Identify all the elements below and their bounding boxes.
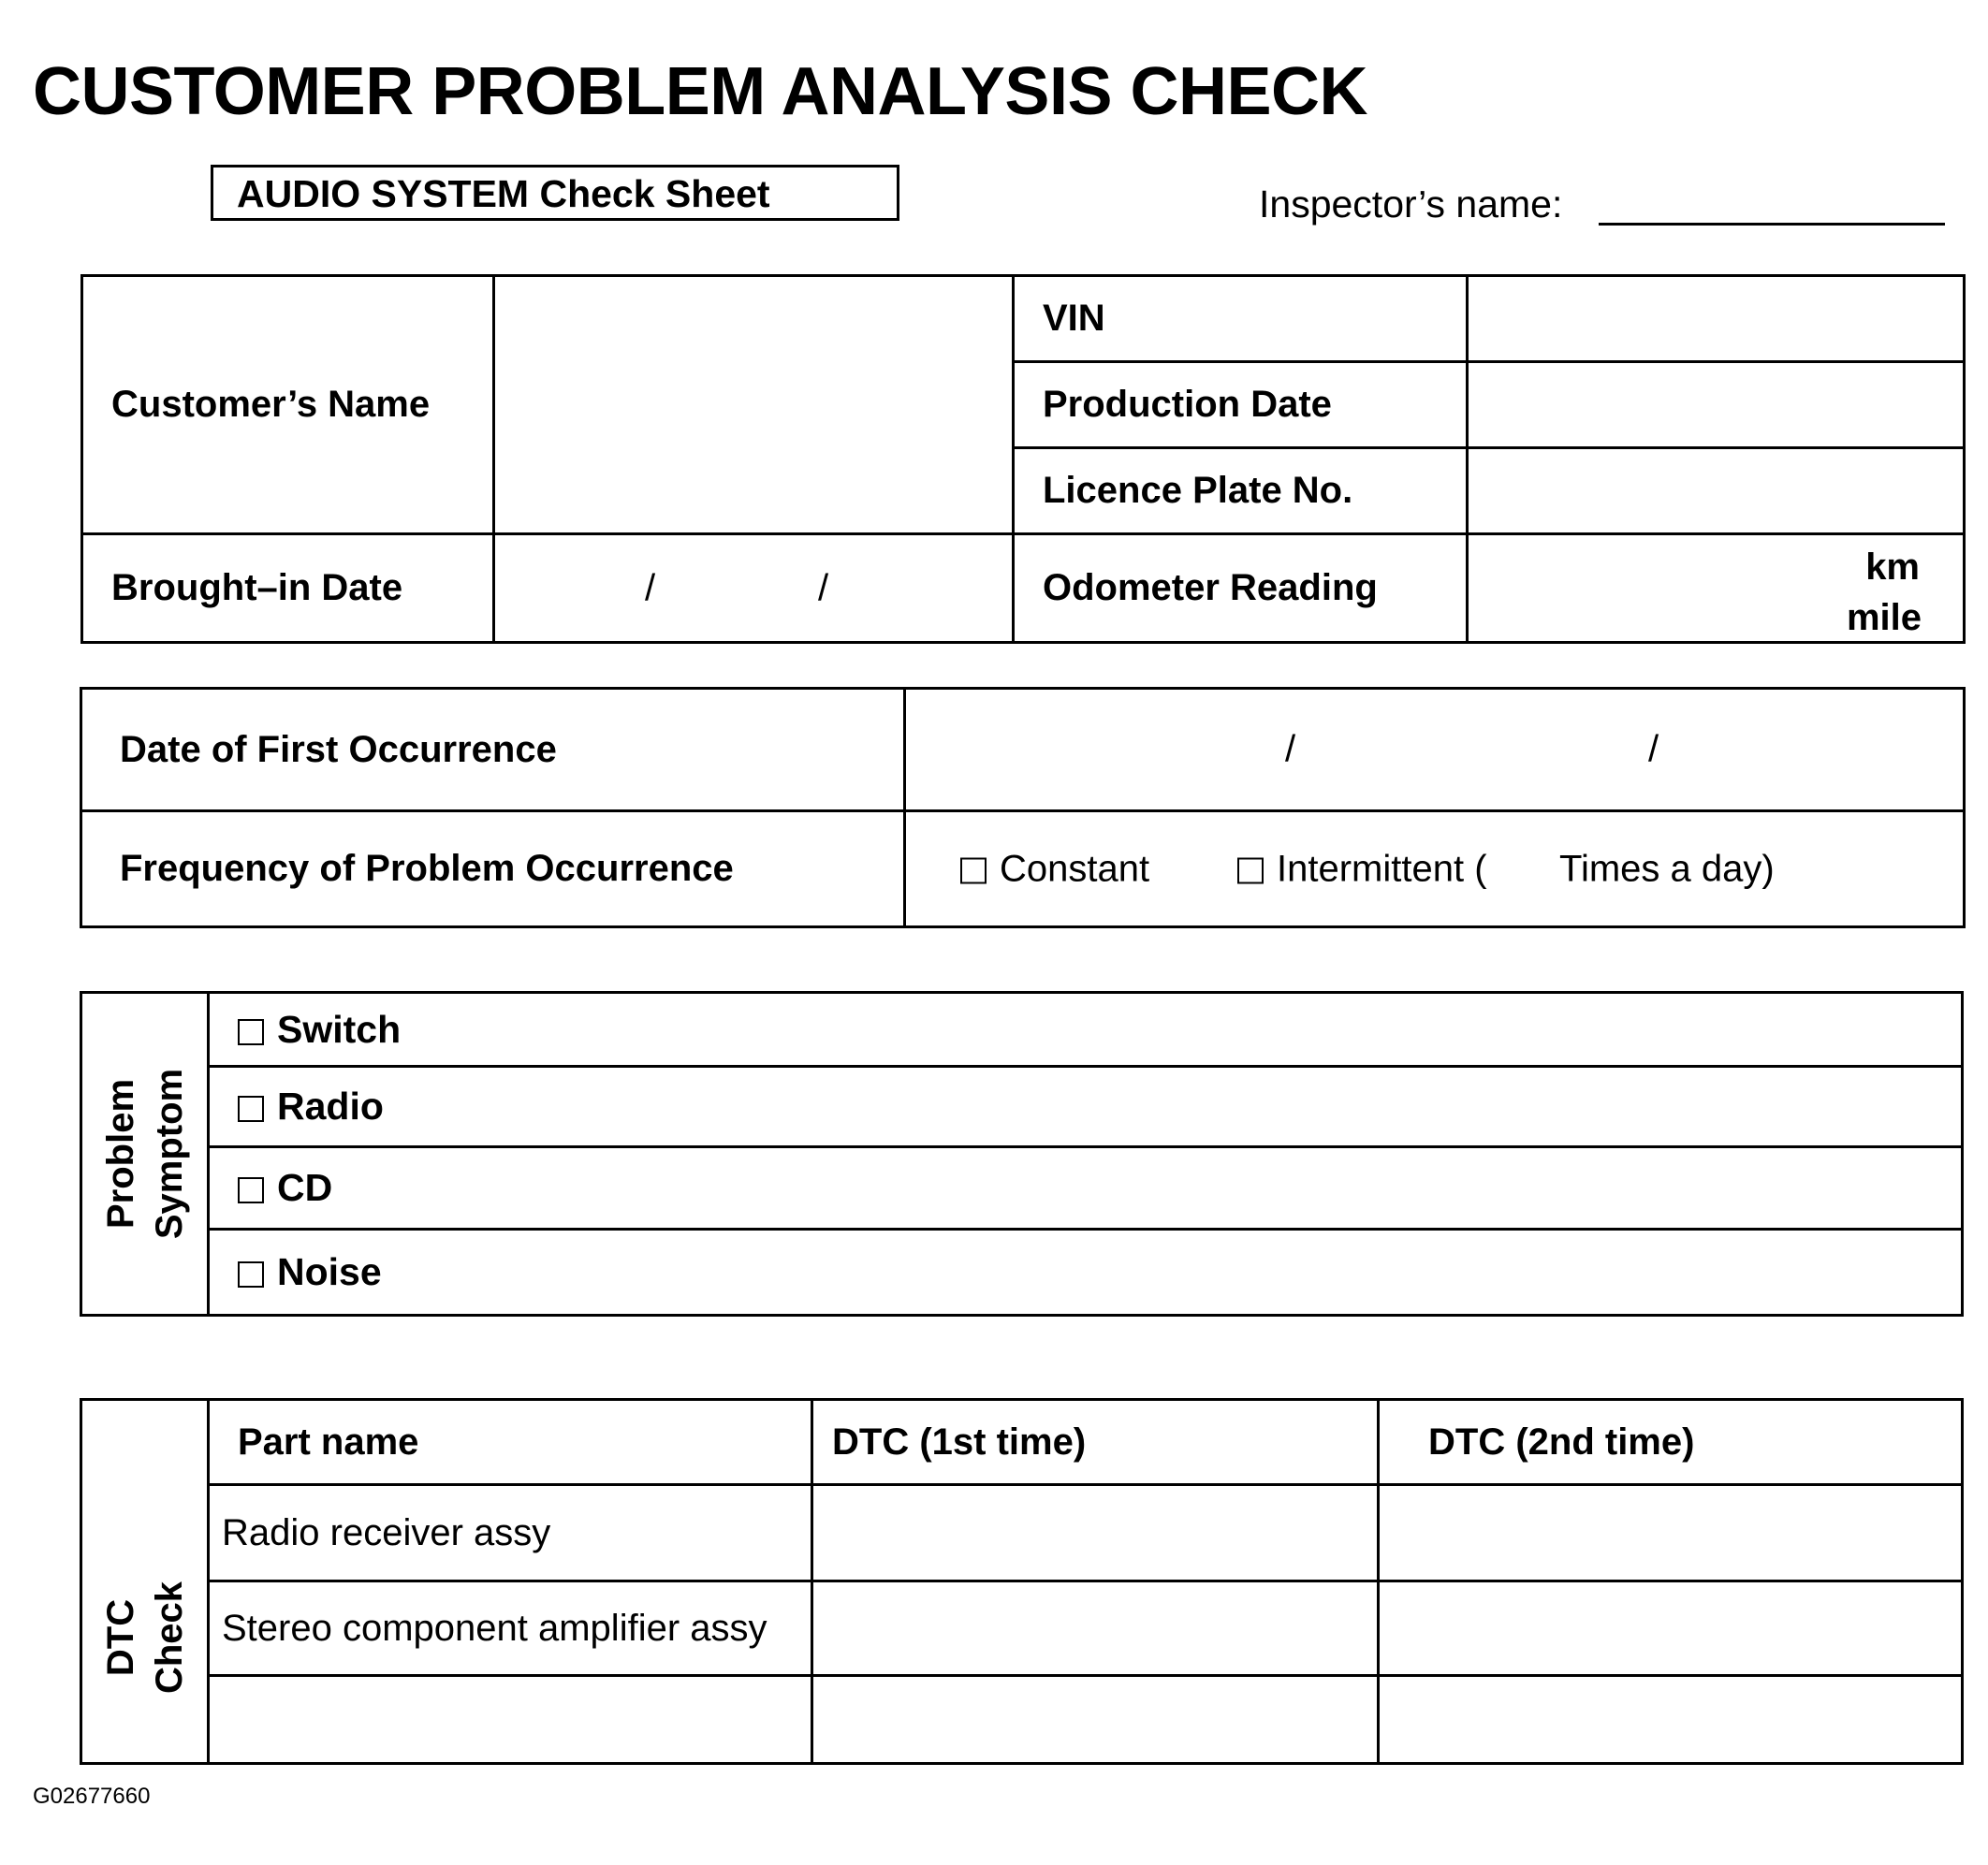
date-separator: / (1285, 728, 1296, 770)
side-label-line: Symptom (148, 1068, 190, 1240)
header-dtc-2nd: DTC (2nd time) (1379, 1400, 1963, 1485)
first-occurrence-label: Date of First Occurrence (81, 689, 905, 811)
frequency-options (905, 811, 1965, 927)
dtc-1st-field[interactable] (812, 1485, 1379, 1581)
problem-symptom-table (80, 991, 1964, 1317)
inspector-name-label: Inspector’s name: (1259, 182, 1563, 226)
first-occurrence-field[interactable] (905, 689, 1965, 811)
symptom-label: Noise (277, 1250, 382, 1293)
symptom-label: CD (277, 1166, 333, 1209)
customer-name-field[interactable] (494, 276, 1014, 534)
part-name-cell: Radio receiver assy (209, 1485, 812, 1581)
symptom-radio[interactable] (209, 1067, 1963, 1147)
symptom-label: Radio (277, 1085, 384, 1128)
inspector-name-field[interactable] (1599, 223, 1945, 226)
check-sheet-label-box (211, 165, 899, 221)
checkbox-icon[interactable] (1237, 857, 1264, 883)
licence-plate-field[interactable] (1468, 448, 1965, 534)
dtc-1st-field[interactable] (812, 1676, 1379, 1764)
part-name-cell: Stereo component amplifier assy (209, 1581, 812, 1676)
production-date-label: Production Date (1014, 362, 1468, 448)
dtc-1st-field[interactable] (812, 1581, 1379, 1676)
option-intermittent[interactable] (1237, 848, 1487, 890)
unit-km: km (1865, 546, 1920, 588)
dtc-2nd-field[interactable] (1379, 1676, 1963, 1764)
dtc-check-table (80, 1398, 1964, 1765)
side-label-line: DTC (99, 1598, 141, 1677)
times-a-day-label: Times a day) (1559, 848, 1775, 889)
date-separator: / (1648, 728, 1659, 770)
production-date-field[interactable] (1468, 362, 1965, 448)
brought-in-date-label: Brought–in Date (82, 534, 494, 643)
part-name-cell[interactable] (209, 1676, 812, 1764)
header-part-name: Part name (209, 1400, 812, 1485)
date-separator: / (645, 567, 656, 608)
customer-info-table (80, 274, 1966, 644)
checkbox-icon[interactable] (238, 1019, 264, 1045)
checkbox-icon[interactable] (238, 1261, 264, 1288)
problem-symptom-side-label (81, 993, 209, 1316)
dtc-check-side-label (81, 1400, 209, 1764)
option-constant[interactable] (960, 848, 1149, 890)
brought-in-date-field[interactable] (494, 534, 1014, 643)
side-label-line: Check (148, 1581, 190, 1695)
option-constant-label: Constant (1000, 848, 1150, 889)
side-label-line: Problem (99, 1078, 141, 1230)
header-dtc-1st: DTC (1st time) (812, 1400, 1379, 1485)
symptom-switch[interactable] (209, 993, 1963, 1067)
dtc-2nd-field[interactable] (1379, 1485, 1963, 1581)
checkbox-icon[interactable] (960, 857, 987, 883)
customer-name-label: Customer’s Name (82, 276, 494, 534)
date-separator: / (818, 567, 829, 608)
vin-label: VIN (1014, 276, 1468, 362)
licence-plate-label: Licence Plate No. (1014, 448, 1468, 534)
vin-field[interactable] (1468, 276, 1965, 362)
page-title: CUSTOMER PROBLEM ANALYSIS CHECK (33, 54, 1367, 129)
option-intermittent-label: Intermittent ( (1277, 848, 1487, 889)
odometer-field[interactable] (1468, 534, 1965, 643)
occurrence-table (80, 687, 1966, 928)
frequency-label: Frequency of Problem Occurrence (81, 811, 905, 927)
check-sheet-label: AUDIO SYSTEM Check Sheet (237, 172, 770, 215)
unit-mile: mile (1846, 597, 1922, 638)
dtc-2nd-field[interactable] (1379, 1581, 1963, 1676)
figure-code: G02677660 (33, 1784, 151, 1809)
odometer-label: Odometer Reading (1014, 534, 1468, 643)
checkbox-icon[interactable] (238, 1096, 264, 1122)
symptom-noise[interactable] (209, 1230, 1963, 1316)
symptom-label: Switch (277, 1007, 402, 1051)
checkbox-icon[interactable] (238, 1177, 264, 1203)
symptom-cd[interactable] (209, 1147, 1963, 1230)
